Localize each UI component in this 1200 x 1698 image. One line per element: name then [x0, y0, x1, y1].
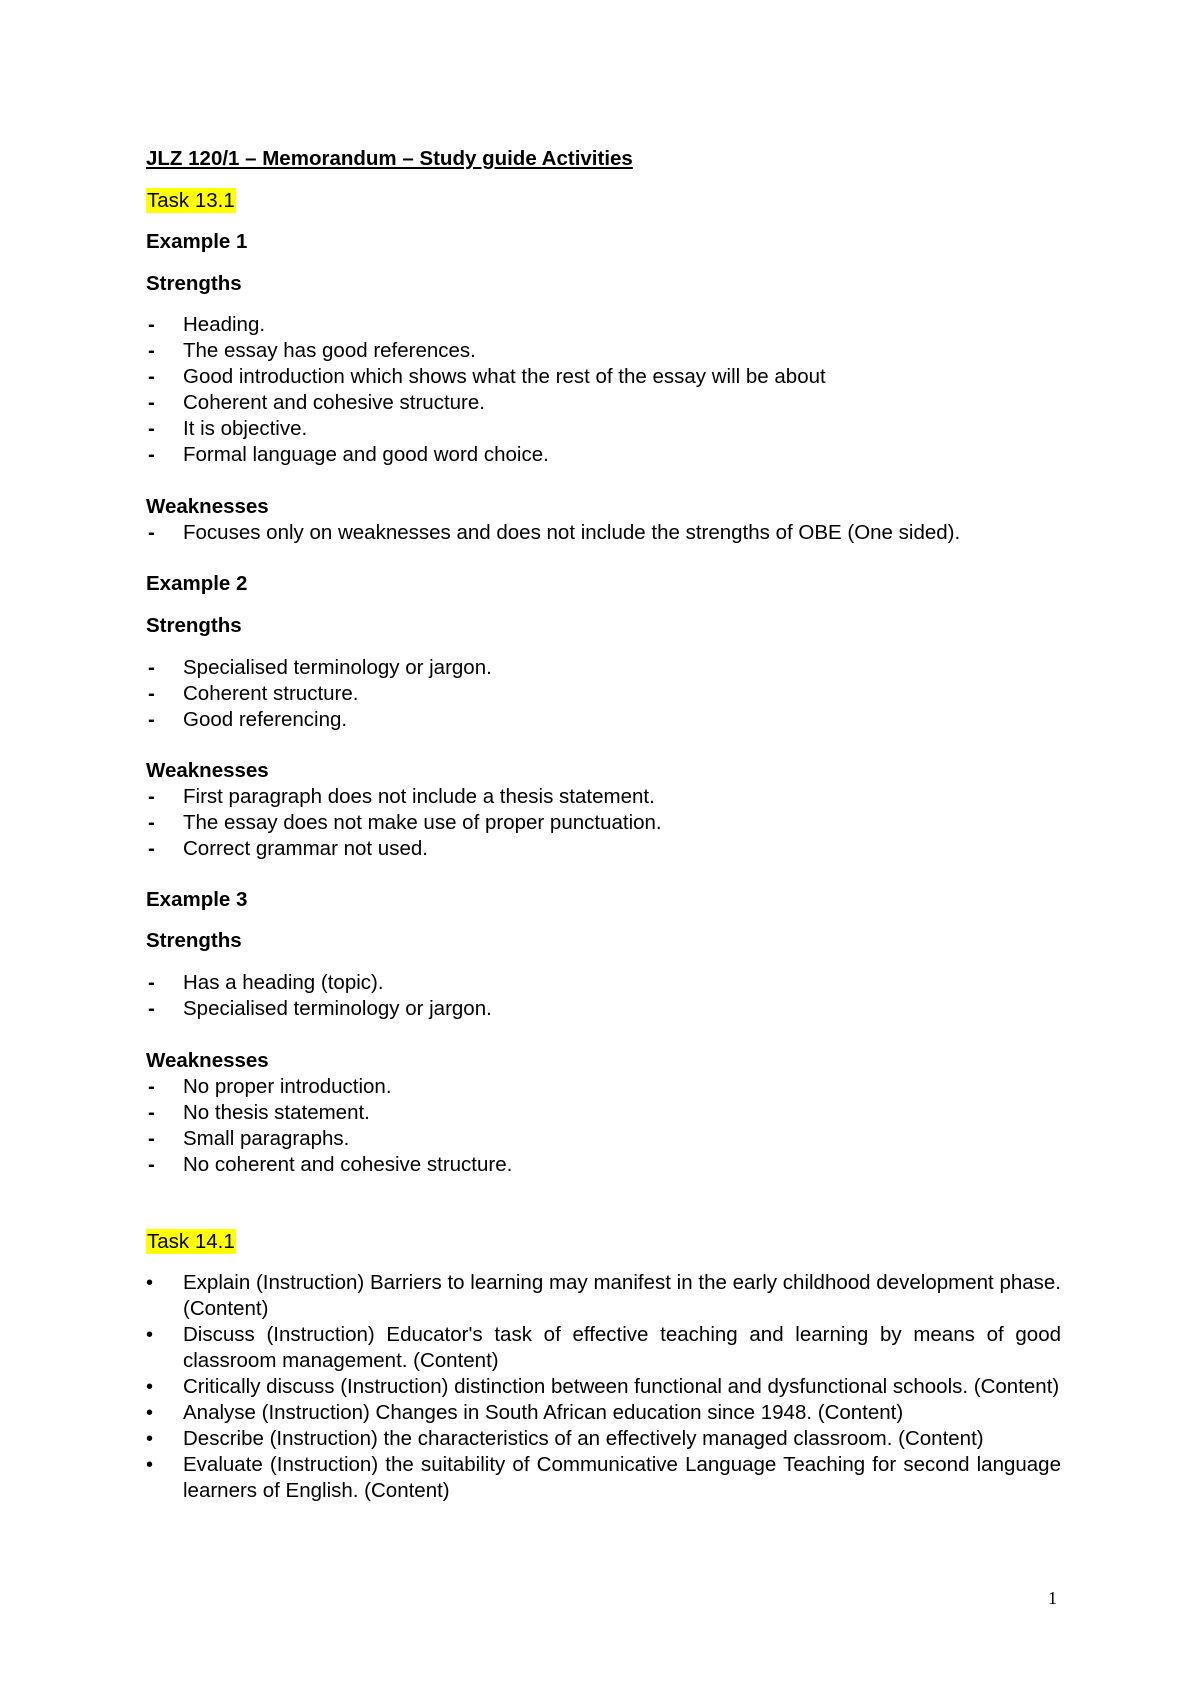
- list-item: - The essay does not make use of proper punctuation.: [148, 811, 662, 834]
- list-item: - It is objective.: [148, 417, 308, 440]
- document-title: JLZ 120/1 – Memorandum – Study guide Activities: [146, 147, 633, 170]
- list-item: - Focuses only on weaknesses and does not include the strengths of OBE (One sided).: [148, 521, 961, 544]
- list-item: • Analyse (Instruction) Changes in South African education since 1948. (Content): [146, 1401, 904, 1424]
- strengths-heading: Strengths: [146, 614, 242, 637]
- example-heading: Example 3: [146, 888, 248, 911]
- list-item: - No coherent and cohesive structure.: [148, 1153, 513, 1176]
- dash-marker: -: [148, 1127, 155, 1150]
- task-14-1-list: [146, 1270, 1061, 1504]
- list-item: - Formal language and good word choice.: [148, 443, 549, 466]
- task-14-1-label: Task 14.1: [147, 1230, 235, 1253]
- strengths-heading: Strengths: [146, 929, 242, 952]
- list-item: - No thesis statement.: [148, 1101, 370, 1124]
- dash-marker: -: [148, 365, 155, 388]
- list-item: - Coherent and cohesive structure.: [148, 391, 485, 414]
- bullet-marker: •: [146, 1454, 154, 1476]
- weaknesses-heading: Weaknesses: [146, 759, 269, 782]
- list-item: • Discuss (Instruction) Educator's task of effective teaching and learning by means of good classroom management. (Content): [146, 1323, 1061, 1372]
- list-item: - Small paragraphs.: [148, 1127, 350, 1150]
- list-item: - Specialised terminology or jargon.: [148, 997, 492, 1020]
- list-item: - Correct grammar not used.: [148, 837, 428, 860]
- list-item: - Coherent structure.: [148, 682, 359, 705]
- example-heading: Example 2: [146, 572, 248, 595]
- strengths-list: [146, 655, 1061, 733]
- example-heading: Example 1: [146, 230, 248, 253]
- list-item: - First paragraph does not include a thesis statement.: [148, 785, 655, 808]
- dash-marker: -: [148, 811, 155, 834]
- weaknesses-list: [146, 520, 1061, 546]
- list-item: - No proper introduction.: [148, 1075, 392, 1098]
- dash-marker: -: [148, 997, 155, 1020]
- weaknesses-list: [146, 784, 1061, 862]
- strengths-list: [146, 970, 1061, 1022]
- strengths-heading: Strengths: [146, 272, 242, 295]
- bullet-marker: •: [146, 1376, 154, 1398]
- list-item: • Explain (Instruction) Barriers to learning may manifest in the early childhood development phase. (Content): [146, 1271, 1061, 1320]
- dash-marker: -: [148, 521, 155, 544]
- task-13-1-label: Task 13.1: [147, 189, 235, 212]
- dash-marker: -: [148, 1101, 155, 1124]
- dash-marker: -: [148, 656, 155, 679]
- list-item: • Describe (Instruction) the characteristics of an effectively managed classroom. (Content): [146, 1427, 984, 1450]
- dash-marker: -: [148, 708, 155, 731]
- list-item: - Specialised terminology or jargon.: [148, 656, 492, 679]
- dash-marker: -: [148, 443, 155, 466]
- weaknesses-heading: Weaknesses: [146, 1049, 269, 1072]
- list-item: - Heading.: [148, 313, 266, 336]
- list-item: - Has a heading (topic).: [148, 971, 384, 994]
- page-number: 1: [1048, 1588, 1057, 1608]
- dash-marker: -: [148, 971, 155, 994]
- weaknesses-list: [146, 1074, 1061, 1178]
- list-item: - The essay has good references.: [148, 339, 476, 362]
- dash-marker: -: [148, 391, 155, 414]
- weaknesses-heading: Weaknesses: [146, 495, 269, 518]
- bullet-marker: •: [146, 1428, 154, 1450]
- dash-marker: -: [148, 785, 155, 808]
- task-label: [146, 1229, 1061, 1255]
- list-item: - Good introduction which shows what the rest of the essay will be about: [148, 365, 826, 388]
- dash-marker: -: [148, 1075, 155, 1098]
- dash-marker: -: [148, 417, 155, 440]
- list-item: • Evaluate (Instruction) the suitability of Communicative Language Teaching for second language learners of English. (Content): [146, 1453, 1061, 1502]
- dash-marker: -: [148, 313, 155, 336]
- list-item: - Good referencing.: [148, 708, 348, 731]
- dash-marker: -: [148, 837, 155, 860]
- bullet-marker: •: [146, 1324, 154, 1346]
- list-item: • Critically discuss (Instruction) distinction between functional and dysfunctional schools. (Content): [146, 1375, 1060, 1398]
- dash-marker: -: [148, 1153, 155, 1176]
- task-label: [146, 188, 1061, 214]
- dash-marker: -: [148, 339, 155, 362]
- dash-marker: -: [148, 682, 155, 705]
- strengths-list: [146, 312, 1061, 468]
- bullet-marker: •: [146, 1402, 154, 1424]
- bullet-marker: •: [146, 1272, 154, 1294]
